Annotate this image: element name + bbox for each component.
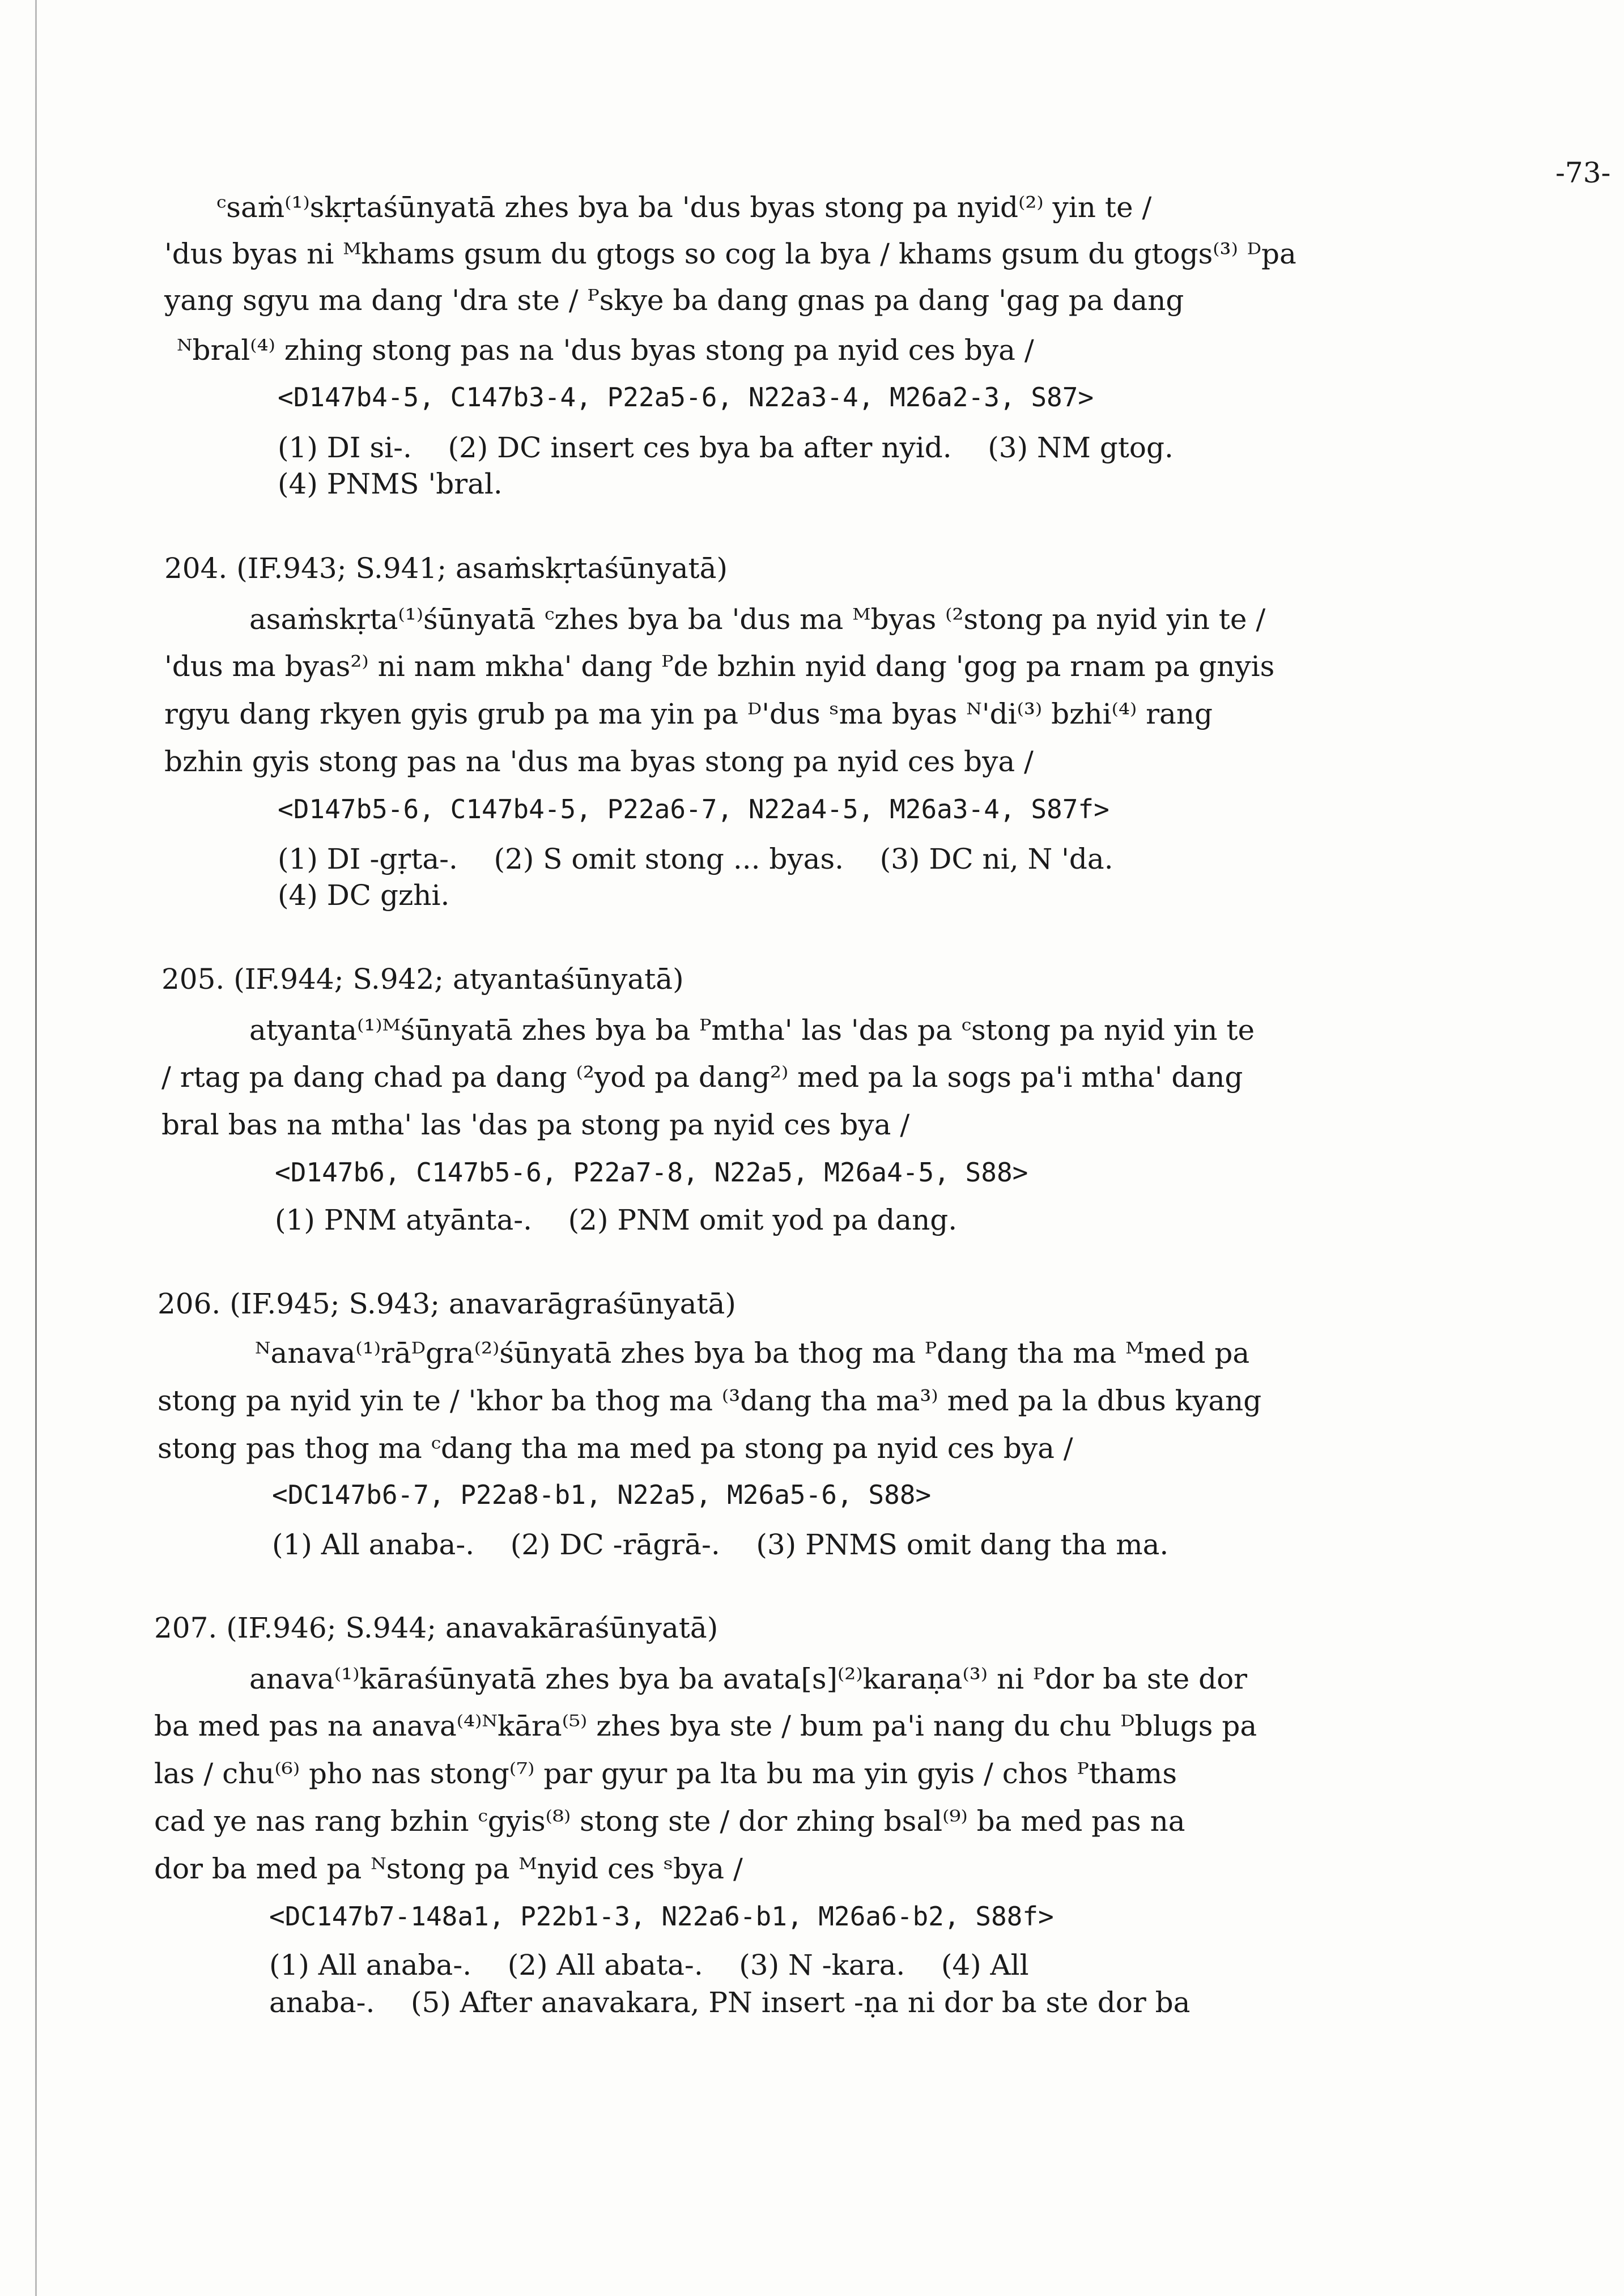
text-line: 'dus ma byas²⁾ ni nam mkha' dang ᴾde bzhin nyid dang 'gog pa rnam pa gnyis	[164, 650, 1275, 683]
entry-heading: 204. (IF.943; S.941; asaṁskṛtaśūnyatā)	[164, 552, 728, 585]
footnote-line: (1) DI si-. (2) DC insert ces bya ba after nyid. (3) NM gtog.	[278, 431, 1174, 464]
scan-edge	[35, 0, 37, 2296]
text-line: rgyu dang rkyen gyis grub pa ma yin pa ᴰ'dus ˢma byas ᴺ'di⁽³⁾ bzhi⁽⁴⁾ rang	[164, 698, 1213, 730]
source-reference: <D147b5-6, C147b4-5, P22a6-7, N22a4-5, M26a3-4, S87f>	[278, 794, 1109, 824]
footnote-line: (1) DI -gṛta-. (2) S omit stong ... byas. (3) DC ni, N 'da.	[278, 843, 1113, 875]
text-line: las / chu⁽⁶⁾ pho nas stong⁽⁷⁾ par gyur pa lta bu ma yin gyis / chos ᴾthams	[154, 1757, 1177, 1790]
text-line: ᴺbral⁽⁴⁾ zhing stong pas na 'dus byas stong pa nyid ces bya /	[177, 334, 1034, 367]
footnote-line: (1) PNM atyānta-. (2) PNM omit yod pa dang.	[275, 1204, 958, 1236]
text-line: ᴺanava⁽¹⁾rāᴰgra⁽²⁾śūnyatā zhes bya ba thog ma ᴾdang tha ma ᴹmed pa	[255, 1337, 1250, 1370]
text-line: 'dus byas ni ᴹkhams gsum du gtogs so cog la bya / khams gsum du gtogs⁽³⁾ ᴰpa	[164, 237, 1296, 270]
entry-heading: 205. (IF.944; S.942; atyantaśūnyatā)	[161, 963, 684, 996]
text-line: bzhin gyis stong pas na 'dus ma byas stong pa nyid ces bya /	[164, 745, 1034, 778]
footnote-line: (4) PNMS 'bral.	[278, 467, 503, 500]
source-reference: <D147b6, C147b5-6, P22a7-8, N22a5, M26a4-5, S88>	[275, 1157, 1028, 1188]
text-line: / rtag pa dang chad pa dang ⁽²yod pa dang²⁾ med pa la sogs pa'i mtha' dang	[161, 1061, 1243, 1094]
text-line: ba med pas na anava⁽⁴⁾ᴺkāra⁽⁵⁾ zhes bya ste / bum pa'i nang du chu ᴰblugs pa	[154, 1710, 1257, 1742]
source-reference: <DC147b6-7, P22a8-b1, N22a5, M26a5-6, S88>	[272, 1479, 932, 1510]
text-line: stong pas thog ma ᶜdang tha ma med pa stong pa nyid ces bya /	[158, 1432, 1073, 1465]
footnote-line: (1) All anaba-. (2) All abata-. (3) N -kara. (4) All	[269, 1949, 1029, 1982]
text-line: ᶜsaṁ⁽¹⁾skṛtaśūnyatā zhes bya ba 'dus byas stong pa nyid⁽²⁾ yin te /	[216, 191, 1152, 224]
source-reference: <D147b4-5, C147b3-4, P22a5-6, N22a3-4, M26a2-3, S87>	[278, 382, 1094, 413]
text-line: cad ye nas rang bzhin ᶜgyis⁽⁸⁾ stong ste / dor zhing bsal⁽⁹⁾ ba med pas na	[154, 1805, 1185, 1838]
text-line: dor ba med pa ᴺstong pa ᴹnyid ces ˢbya /	[154, 1852, 743, 1885]
text-line: stong pa nyid yin te / 'khor ba thog ma ⁽³dang tha ma³⁾ med pa la dbus kyang	[158, 1384, 1262, 1417]
entry-heading: 206. (IF.945; S.943; anavarāgraśūnyatā)	[158, 1287, 736, 1320]
text-line: yang sgyu ma dang 'dra ste / ᴾskye ba dang gnas pa dang 'gag pa dang	[164, 284, 1184, 317]
footnote-line: (4) DC gzhi.	[278, 879, 450, 912]
footnote-line: (1) All anaba-. (2) DC -rāgrā-. (3) PNMS omit dang tha ma.	[272, 1528, 1169, 1561]
text-line: asaṁskṛta⁽¹⁾śūnyatā ᶜzhes bya ba 'dus ma ᴹbyas ⁽²stong pa nyid yin te /	[249, 603, 1266, 636]
source-reference: <DC147b7-148a1, P22b1-3, N22a6-b1, M26a6-b2, S88f>	[269, 1901, 1054, 1932]
page-number: -73-	[1555, 156, 1611, 189]
text-line: atyanta⁽¹⁾ᴹśūnyatā zhes bya ba ᴾmtha' las 'das pa ᶜstong pa nyid yin te	[249, 1014, 1255, 1047]
text-line: anava⁽¹⁾kāraśūnyatā zhes bya ba avata[s]⁽²⁾karaṇa⁽³⁾ ni ᴾdor ba ste dor	[249, 1663, 1248, 1695]
footnote-line: anaba-. (5) After anavakara, PN insert -ṇa ni dor ba ste dor ba	[269, 1986, 1191, 2019]
text-line: bral bas na mtha' las 'das pa stong pa nyid ces bya /	[161, 1108, 910, 1141]
entry-heading: 207. (IF.946; S.944; anavakāraśūnyatā)	[154, 1612, 719, 1644]
